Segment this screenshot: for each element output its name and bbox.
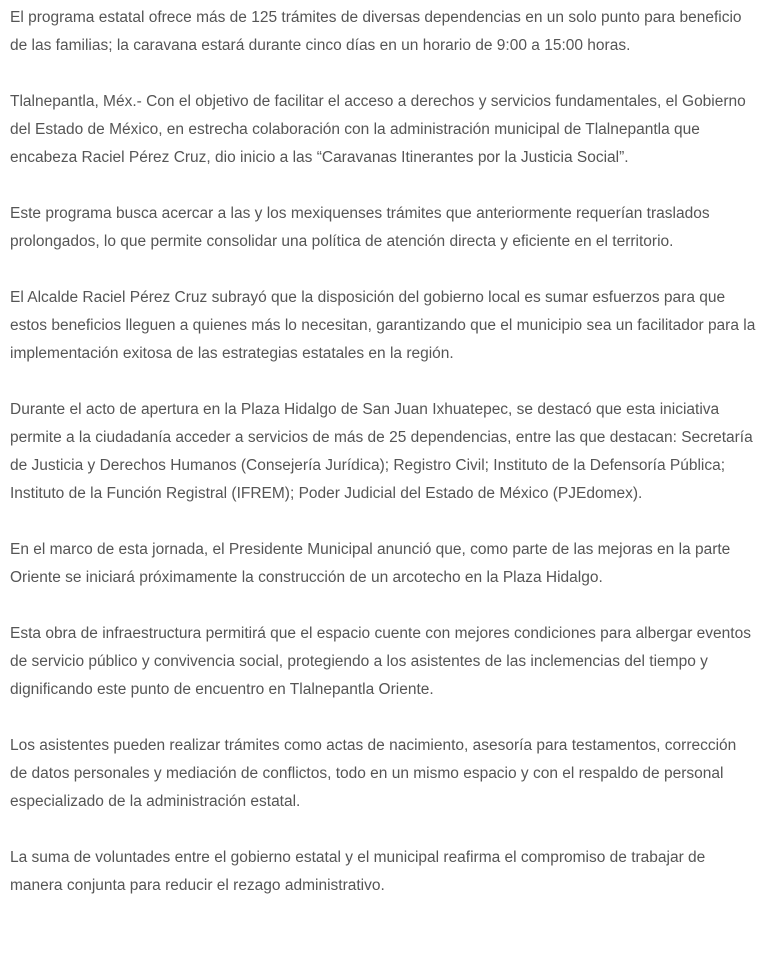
article-paragraph: Durante el acto de apertura en la Plaza Hidalgo de San Juan Ixhuatepec, se destacó que esta iniciativa permite a la ciudadanía acceder a servicios de más de 25 dependencias, entre las que destacan: Secretaría de Justicia y Derechos Humanos (Consejería Jurídica); Registro Civil; Instituto de la Defensoría Pública; Instituto de la Función Registral (IFREM); Poder Judicial del Estado de México (PJEdomex). <box>10 401 753 502</box>
article-paragraph: Tlalnepantla, Méx.- Con el objetivo de facilitar el acceso a derechos y servicios fundamentales, el Gobierno del Estado de México, en estrecha colaboración con la administración municipal de Tlalnepantla que encabeza Raciel Pérez Cruz, dio inicio a las “Caravanas Itinerantes por la Justicia Social”. <box>10 93 746 166</box>
article-paragraph: En el marco de esta jornada, el Presidente Municipal anunció que, como parte de las mejoras en la parte Oriente se iniciará próximamente la construcción de un arcotecho en la Plaza Hidalgo. <box>10 541 731 586</box>
article-paragraph: Esta obra de infraestructura permitirá que el espacio cuente con mejores condiciones para albergar eventos de servicio público y convivencia social, protegiendo a los asistentes de las inclemencias del tiempo y dignificando este punto de encuentro en Tlalnepantla Oriente. <box>10 625 751 698</box>
article-paragraph: La suma de voluntades entre el gobierno estatal y el municipal reafirma el compromiso de trabajar de manera conjunta para reducir el rezago administrativo. <box>10 849 706 894</box>
article-paragraph: Los asistentes pueden realizar trámites como actas de nacimiento, asesoría para testamentos, corrección de datos personales y mediación de conflictos, todo en un mismo espacio y con el respaldo de personal especializado de la administración estatal. <box>10 737 737 810</box>
article-paragraph-lead: El programa estatal ofrece más de 125 trámites de diversas dependencias en un solo punto para beneficio de las familias; la caravana estará durante cinco días en un horario de 9:00 a 15:00 horas. <box>10 9 742 54</box>
article-paragraph: El Alcalde Raciel Pérez Cruz subrayó que la disposición del gobierno local es sumar esfuerzos para que estos beneficios lleguen a quienes más lo necesitan, garantizando que el municipio sea un facilitador para la implementación exitosa de las estrategias estatales en la región. <box>10 289 756 362</box>
article-paragraph: Este programa busca acercar a las y los mexiquenses trámites que anteriormente requerían traslados prolongados, lo que permite consolidar una política de atención directa y eficiente en el territorio. <box>10 205 710 250</box>
